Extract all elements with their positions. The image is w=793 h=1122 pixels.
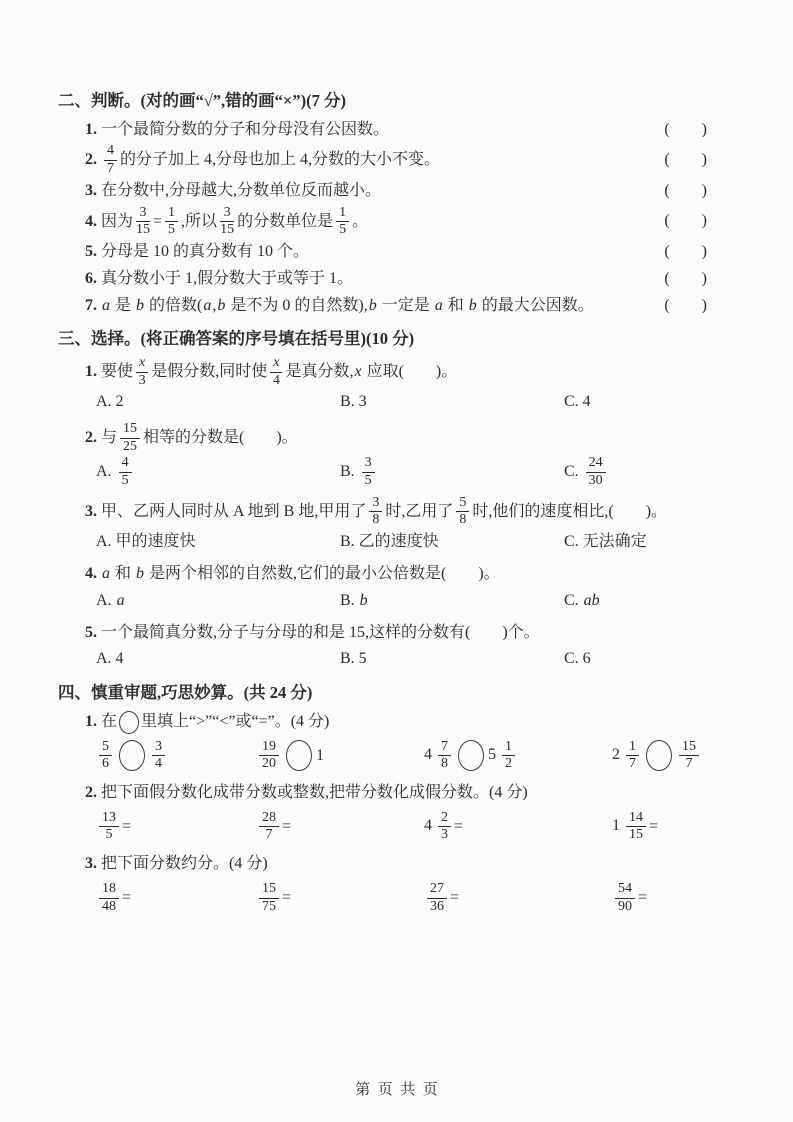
text-run: 是: [111, 296, 136, 314]
fraction-numerator: 1: [626, 740, 639, 757]
text-run: 一个最简分数的分子和分母没有公因数。: [101, 120, 390, 138]
choice-option: [340, 390, 564, 415]
question-number: 4.: [85, 564, 101, 582]
fraction: [259, 882, 279, 914]
fraction-denominator: 2: [505, 756, 512, 772]
compare-circle: [458, 740, 484, 771]
text-run: 把下面分数约分。(4 分): [101, 855, 268, 873]
judge-item: [58, 267, 707, 292]
section-judge: [58, 88, 707, 318]
question-stem: [58, 621, 707, 646]
fraction-numerator: x: [136, 356, 148, 373]
fraction-numerator: 3: [369, 496, 382, 513]
choice-option: [564, 647, 707, 672]
fraction-denominator: 5: [121, 473, 129, 489]
choice-option: [96, 390, 340, 415]
question-stem: [58, 294, 664, 319]
question-number: 4.: [85, 212, 101, 230]
choice-option: [96, 530, 340, 555]
text-run: B. 3: [340, 393, 367, 411]
fraction-numerator: 1: [165, 206, 178, 223]
fraction: [259, 740, 279, 772]
option-row: [58, 456, 707, 488]
question-number: 1.: [85, 120, 101, 138]
answer-bracket: ( ): [664, 212, 707, 230]
question-stem: [58, 356, 707, 388]
fraction-numerator: 1: [502, 740, 515, 757]
variable: a: [102, 564, 110, 582]
calc-item: [96, 882, 256, 914]
text-run: C. 无法确定: [564, 533, 647, 551]
fraction-numerator: 15: [259, 882, 279, 899]
fraction: [427, 882, 447, 914]
text-run: 与: [101, 428, 118, 446]
text-run: 应取( )。: [362, 362, 458, 380]
fraction-denominator: 15: [220, 222, 235, 238]
variable: b: [368, 296, 377, 314]
fraction: [136, 356, 148, 388]
fraction-denominator: 15: [629, 827, 643, 843]
option-row: [58, 530, 707, 555]
fraction-denominator: 20: [262, 756, 276, 772]
choice-option: [564, 530, 707, 555]
section-calc: [58, 680, 707, 914]
variable: ab: [583, 591, 600, 609]
fraction: [220, 206, 234, 238]
text-run: 在分数中,分母越大,分数单位反而越小。: [101, 181, 382, 199]
text-run: 时,他们的速度相比,( )。: [472, 502, 668, 520]
fraction-numerator: 54: [615, 882, 635, 899]
compare-circle: [119, 740, 145, 771]
question-number: 6.: [85, 269, 101, 287]
text-run: 真分数小于 1,假分数大于或等于 1。: [101, 269, 354, 287]
judge-item: [58, 240, 707, 265]
section-calc-header: [58, 680, 707, 706]
judge-item: [58, 144, 707, 176]
fraction-numerator: 24: [586, 456, 606, 473]
fraction-denominator: 90: [618, 898, 632, 914]
text-run: =: [282, 817, 292, 835]
question-stem: [58, 562, 707, 587]
choice-question-list: [58, 356, 707, 672]
calc-row: [58, 882, 707, 914]
fraction: [120, 422, 140, 454]
text-run: 是真分数,: [285, 362, 354, 380]
calc-item: [96, 811, 256, 843]
text-run: =: [638, 888, 648, 906]
text-run: 。: [352, 212, 369, 230]
option-row: [58, 647, 707, 672]
text-run: =: [122, 817, 132, 835]
page-footer: 第 页 共 页: [355, 1081, 438, 1098]
fraction: [119, 456, 132, 488]
variable: b: [217, 296, 226, 314]
question-number: 5.: [85, 242, 101, 260]
variable: a: [102, 296, 110, 314]
text-run: 甲、乙两人同时从 A 地到 B 地,甲用了: [101, 502, 367, 520]
question-number: 3.: [85, 502, 101, 520]
fraction: [136, 206, 150, 238]
fraction: [259, 811, 279, 843]
fraction: [270, 356, 282, 388]
text-run: 里填上“>”“<”或“=”。(4 分): [141, 712, 330, 730]
whole-number: 1: [612, 817, 620, 835]
section-choice-header: [58, 326, 707, 352]
fraction-denominator: 3: [138, 372, 146, 388]
question-stem: [58, 144, 664, 176]
question-stem: [58, 422, 707, 454]
fraction-numerator: 15: [120, 422, 140, 439]
question-stem: [58, 206, 664, 238]
fraction-denominator: 5: [364, 473, 372, 489]
fraction-numerator: x: [270, 356, 282, 373]
question-number: 2.: [85, 428, 101, 446]
fraction-numerator: 5: [99, 740, 112, 757]
calc-item: [424, 740, 612, 772]
text-run: 在: [101, 712, 118, 730]
calc-item: [256, 740, 424, 772]
fraction-numerator: 14: [626, 811, 646, 828]
fraction: [502, 740, 515, 772]
text-run: =: [454, 817, 464, 835]
section-choice: [58, 326, 707, 672]
answer-bracket: ( ): [664, 269, 707, 287]
text-run: 时,乙用了: [385, 502, 454, 520]
fraction: [104, 144, 117, 176]
text-run: 分母是 10 的真分数有 10 个。: [101, 242, 310, 260]
text-run: B.: [340, 463, 359, 481]
fraction: [615, 882, 635, 914]
text-run: ,: [212, 296, 217, 314]
compare-circle: [646, 740, 672, 771]
question-stem: [58, 852, 707, 877]
text-run: =: [153, 212, 163, 230]
section-choice-title: 三、选择。: [58, 329, 141, 349]
text-run: =: [450, 888, 460, 906]
question-number: 2.: [85, 783, 101, 801]
fraction-denominator: 75: [262, 898, 276, 914]
whole-number: 4: [424, 746, 432, 764]
fraction: [336, 206, 349, 238]
fraction-numerator: 4: [119, 456, 132, 473]
text-run: C.: [564, 591, 583, 609]
choice-option: [96, 456, 340, 488]
fraction: [99, 811, 119, 843]
fraction-numerator: 28: [259, 811, 279, 828]
calc-question-list: [58, 710, 707, 915]
section-judge-note: (对的画“√”,错的画“×”)(7 分): [140, 91, 346, 110]
fraction-denominator: 4: [155, 756, 162, 772]
fraction-denominator: 36: [430, 898, 444, 914]
variable: a: [203, 296, 212, 314]
text-run: 是两个相邻的自然数,它们的最小公倍数是( )。: [145, 564, 500, 582]
fraction-numerator: 15: [679, 740, 699, 757]
calc-item: [612, 811, 707, 843]
fraction-denominator: 8: [372, 512, 380, 528]
calc-item: [256, 882, 424, 914]
fraction-denominator: 5: [168, 222, 176, 238]
whole-number: 4: [424, 817, 432, 835]
fraction-numerator: 1: [336, 206, 349, 223]
calc-item: [256, 811, 424, 843]
judge-item-list: [58, 118, 707, 319]
fraction: [152, 740, 165, 772]
fraction-denominator: 5: [339, 222, 347, 238]
fraction: [438, 811, 451, 843]
fraction-numerator: 3: [220, 206, 234, 223]
answer-bracket: ( ): [664, 242, 707, 260]
calc-row: [58, 740, 707, 772]
option-row: [58, 390, 707, 415]
variable: b: [359, 591, 368, 609]
question-stem: [58, 240, 664, 265]
fraction-numerator: 18: [99, 882, 119, 899]
choice-option: [340, 589, 564, 614]
section-judge-header: [58, 88, 707, 114]
fraction-denominator: 7: [107, 161, 114, 177]
calc-item: [424, 882, 612, 914]
text-run: B. 5: [340, 650, 367, 668]
question-number: 3.: [85, 855, 101, 873]
fraction-denominator: 8: [441, 756, 448, 772]
question-stem: [58, 496, 707, 528]
text-run: 是假分数,同时使: [151, 362, 268, 380]
variable: a: [116, 591, 125, 609]
text-run: 的分子加上 4,分母也加上 4,分数的大小不变。: [120, 151, 441, 169]
fraction-denominator: 4: [272, 372, 280, 388]
fraction-numerator: 5: [456, 496, 469, 513]
fraction-numerator: 3: [136, 206, 150, 223]
choice-option: [96, 589, 340, 614]
question-stem: [58, 710, 707, 735]
fraction: [586, 456, 606, 488]
text-run: 相等的分数是( )。: [143, 428, 298, 446]
text-run: A. 2: [96, 393, 124, 411]
calc-item: [96, 740, 256, 772]
question-number: 5.: [85, 623, 101, 641]
text-run: 和: [111, 564, 136, 582]
fraction-denominator: 3: [441, 827, 448, 843]
fraction: [99, 882, 119, 914]
text-run: A. 甲的速度快: [96, 533, 196, 551]
fraction-numerator: 3: [152, 740, 165, 757]
question-number: 1.: [85, 712, 101, 730]
text-run: C. 4: [564, 393, 591, 411]
text-run: B. 乙的速度快: [340, 533, 439, 551]
section-calc-title: 四、慎重审题,巧思妙算。: [58, 683, 244, 703]
fraction: [165, 206, 178, 238]
fraction-denominator: 6: [102, 756, 109, 772]
variable: a: [434, 296, 443, 314]
choice-option: [340, 530, 564, 555]
calc-item: [424, 811, 612, 843]
judge-item: [58, 206, 707, 238]
fraction: [626, 811, 646, 843]
text-run: 因为: [101, 212, 134, 230]
fraction-denominator: 15: [136, 222, 151, 238]
choice-option: [340, 647, 564, 672]
fraction-denominator: 8: [459, 512, 467, 528]
compare-circle: [119, 711, 139, 734]
fraction-numerator: 13: [99, 811, 119, 828]
fraction-denominator: 7: [265, 827, 273, 843]
fraction-denominator: 7: [629, 756, 636, 772]
question-number: 3.: [85, 181, 101, 199]
section-calc-note: (共 24 分): [243, 683, 313, 703]
fraction-numerator: 7: [438, 740, 451, 757]
fraction-denominator: 7: [685, 756, 693, 772]
fraction: [362, 456, 375, 488]
fraction: [456, 496, 469, 528]
variable: b: [136, 564, 145, 582]
answer-bracket: ( ): [664, 181, 707, 199]
text-run: 是不为 0 的自然数),: [226, 296, 368, 314]
text-run: =: [122, 888, 132, 906]
calc-item: [612, 882, 707, 914]
text-run: 一定是: [377, 296, 434, 314]
fraction: [99, 740, 112, 772]
text-run: 的倍数(: [145, 296, 203, 314]
text-run: 1: [316, 746, 324, 764]
section-choice-note: (将正确答案的序号填在括号里)(10 分): [140, 329, 415, 349]
fraction-numerator: 27: [427, 882, 447, 899]
answer-bracket: ( ): [664, 120, 707, 138]
text-run: 的分数单位是: [237, 212, 334, 230]
text-run: B.: [340, 591, 359, 609]
text-run: A. 4: [96, 650, 124, 668]
judge-item: [58, 294, 707, 319]
whole-number: 2: [612, 746, 620, 764]
text-run: ,所以: [181, 212, 218, 230]
variable: x: [354, 362, 362, 380]
text-run: 把下面假分数化成带分数或整数,把带分数化成假分数。(4 分): [101, 783, 528, 801]
variable: b: [468, 296, 477, 314]
variable: b: [136, 296, 145, 314]
fraction-denominator: 25: [123, 438, 138, 454]
text-run: 一个最简真分数,分子与分母的和是 15,这样的分数有( )个。: [101, 623, 540, 641]
calc-row: [58, 811, 707, 843]
fraction: [369, 496, 382, 528]
text-run: 要使: [101, 362, 134, 380]
section-judge-title: 二、判断。: [58, 91, 141, 110]
question-number: 2.: [85, 151, 101, 169]
fraction: [679, 740, 699, 772]
fraction-numerator: 4: [104, 144, 117, 161]
text-run: A.: [96, 591, 116, 609]
choice-option: [96, 647, 340, 672]
choice-option: [340, 456, 564, 488]
question-stem: [58, 118, 664, 143]
question-number: 1.: [85, 362, 101, 380]
fraction-denominator: 5: [105, 827, 113, 843]
fraction-denominator: 30: [588, 473, 603, 489]
question-stem: [58, 179, 664, 204]
question-stem: [58, 781, 707, 806]
question-stem: [58, 267, 664, 292]
text-run: 和: [443, 296, 468, 314]
option-row: [58, 589, 707, 614]
answer-bracket: ( ): [664, 296, 707, 314]
text-run: C.: [564, 463, 583, 481]
fraction: [438, 740, 451, 772]
text-run: A.: [96, 463, 116, 481]
question-number: 7.: [85, 296, 101, 314]
fraction-numerator: 19: [259, 740, 279, 757]
answer-bracket: ( ): [664, 151, 707, 169]
choice-option: [564, 589, 707, 614]
text-run: C. 6: [564, 650, 591, 668]
fraction-numerator: 3: [362, 456, 375, 473]
whole-number: 5: [488, 746, 496, 764]
text-run: 的最大公因数。: [477, 296, 594, 314]
text-run: =: [649, 817, 659, 835]
choice-option: [564, 390, 707, 415]
calc-item: [612, 740, 707, 772]
compare-circle: [286, 740, 312, 771]
judge-item: [58, 179, 707, 204]
judge-item: [58, 118, 707, 143]
fraction-denominator: 48: [102, 898, 116, 914]
fraction-numerator: 2: [438, 811, 451, 828]
text-run: =: [282, 888, 292, 906]
fraction: [626, 740, 639, 772]
choice-option: [564, 456, 707, 488]
